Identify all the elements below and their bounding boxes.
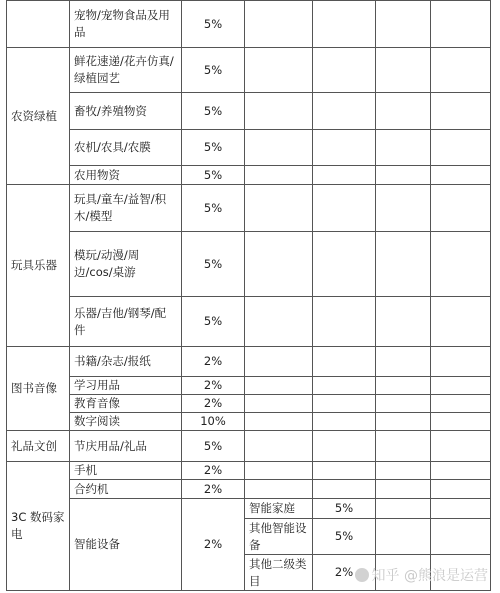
table-row	[7, 480, 491, 499]
item-rate: 5%	[182, 130, 245, 166]
table-row	[7, 395, 491, 413]
sub-item-name: 其他二级类目	[245, 555, 313, 591]
item-name: 宠物/宠物食品及用品	[70, 1, 182, 48]
watermark	[355, 565, 488, 585]
item-rate: 2%	[182, 377, 245, 395]
item-rate: 5%	[182, 185, 245, 232]
item-name: 鲜花速递/花卉仿真/绿植园艺	[70, 48, 182, 93]
zhihu-logo-icon	[355, 568, 369, 582]
item-name: 畜牧/养殖物资	[70, 93, 182, 130]
category-cell	[7, 1, 70, 48]
item-name: 数字阅读	[70, 413, 182, 431]
table-row	[7, 499, 491, 519]
table-row	[7, 297, 491, 347]
item-rate: 2%	[182, 462, 245, 480]
category-cell: 农资绿植	[7, 48, 70, 185]
item-rate: 2%	[182, 480, 245, 499]
sub-item-rate: 5%	[313, 519, 376, 555]
item-rate: 5%	[182, 431, 245, 462]
table-row	[7, 1, 491, 48]
item-name: 智能设备	[70, 499, 182, 591]
watermark-text: 知乎 @熊浪是运营	[371, 568, 488, 584]
table-row	[7, 130, 491, 166]
item-name: 乐器/吉他/钢琴/配件	[70, 297, 182, 347]
table-row	[7, 377, 491, 395]
category-cell: 玩具乐器	[7, 185, 70, 347]
item-name: 农用物资	[70, 166, 182, 185]
item-name: 节庆用品/礼品	[70, 431, 182, 462]
item-rate: 5%	[182, 166, 245, 185]
item-rate: 5%	[182, 93, 245, 130]
table-row	[7, 48, 491, 93]
item-rate: 5%	[182, 297, 245, 347]
category-cell: 礼品文创	[7, 431, 70, 462]
sub-item-name: 其他智能设备	[245, 519, 313, 555]
item-rate: 10%	[182, 413, 245, 431]
item-rate: 5%	[182, 1, 245, 48]
commission-rate-table	[6, 0, 491, 591]
table-row	[7, 347, 491, 377]
table-row	[7, 431, 491, 462]
item-rate: 5%	[182, 48, 245, 93]
category-cell: 图书音像	[7, 347, 70, 431]
item-name: 合约机	[70, 480, 182, 499]
table-row	[7, 462, 491, 480]
item-rate: 2%	[182, 499, 245, 591]
item-rate: 2%	[182, 347, 245, 377]
item-rate: 2%	[182, 395, 245, 413]
sub-item-rate: 5%	[313, 499, 376, 519]
sub-item-name: 智能家庭	[245, 499, 313, 519]
item-name: 手机	[70, 462, 182, 480]
table-row	[7, 185, 491, 232]
item-name: 农机/农具/农膜	[70, 130, 182, 166]
item-name: 教育音像	[70, 395, 182, 413]
item-rate: 5%	[182, 232, 245, 297]
table-row	[7, 93, 491, 130]
table-row	[7, 413, 491, 431]
sub-item-rate: 2%	[313, 555, 376, 591]
table-row	[7, 232, 491, 297]
item-name: 玩具/童车/益智/积木/模型	[70, 185, 182, 232]
item-name: 书籍/杂志/报纸	[70, 347, 182, 377]
item-name: 模玩/动漫/周边/cos/桌游	[70, 232, 182, 297]
category-cell: 3C 数码家电	[7, 462, 70, 591]
item-name: 学习用品	[70, 377, 182, 395]
table-row	[7, 166, 491, 185]
